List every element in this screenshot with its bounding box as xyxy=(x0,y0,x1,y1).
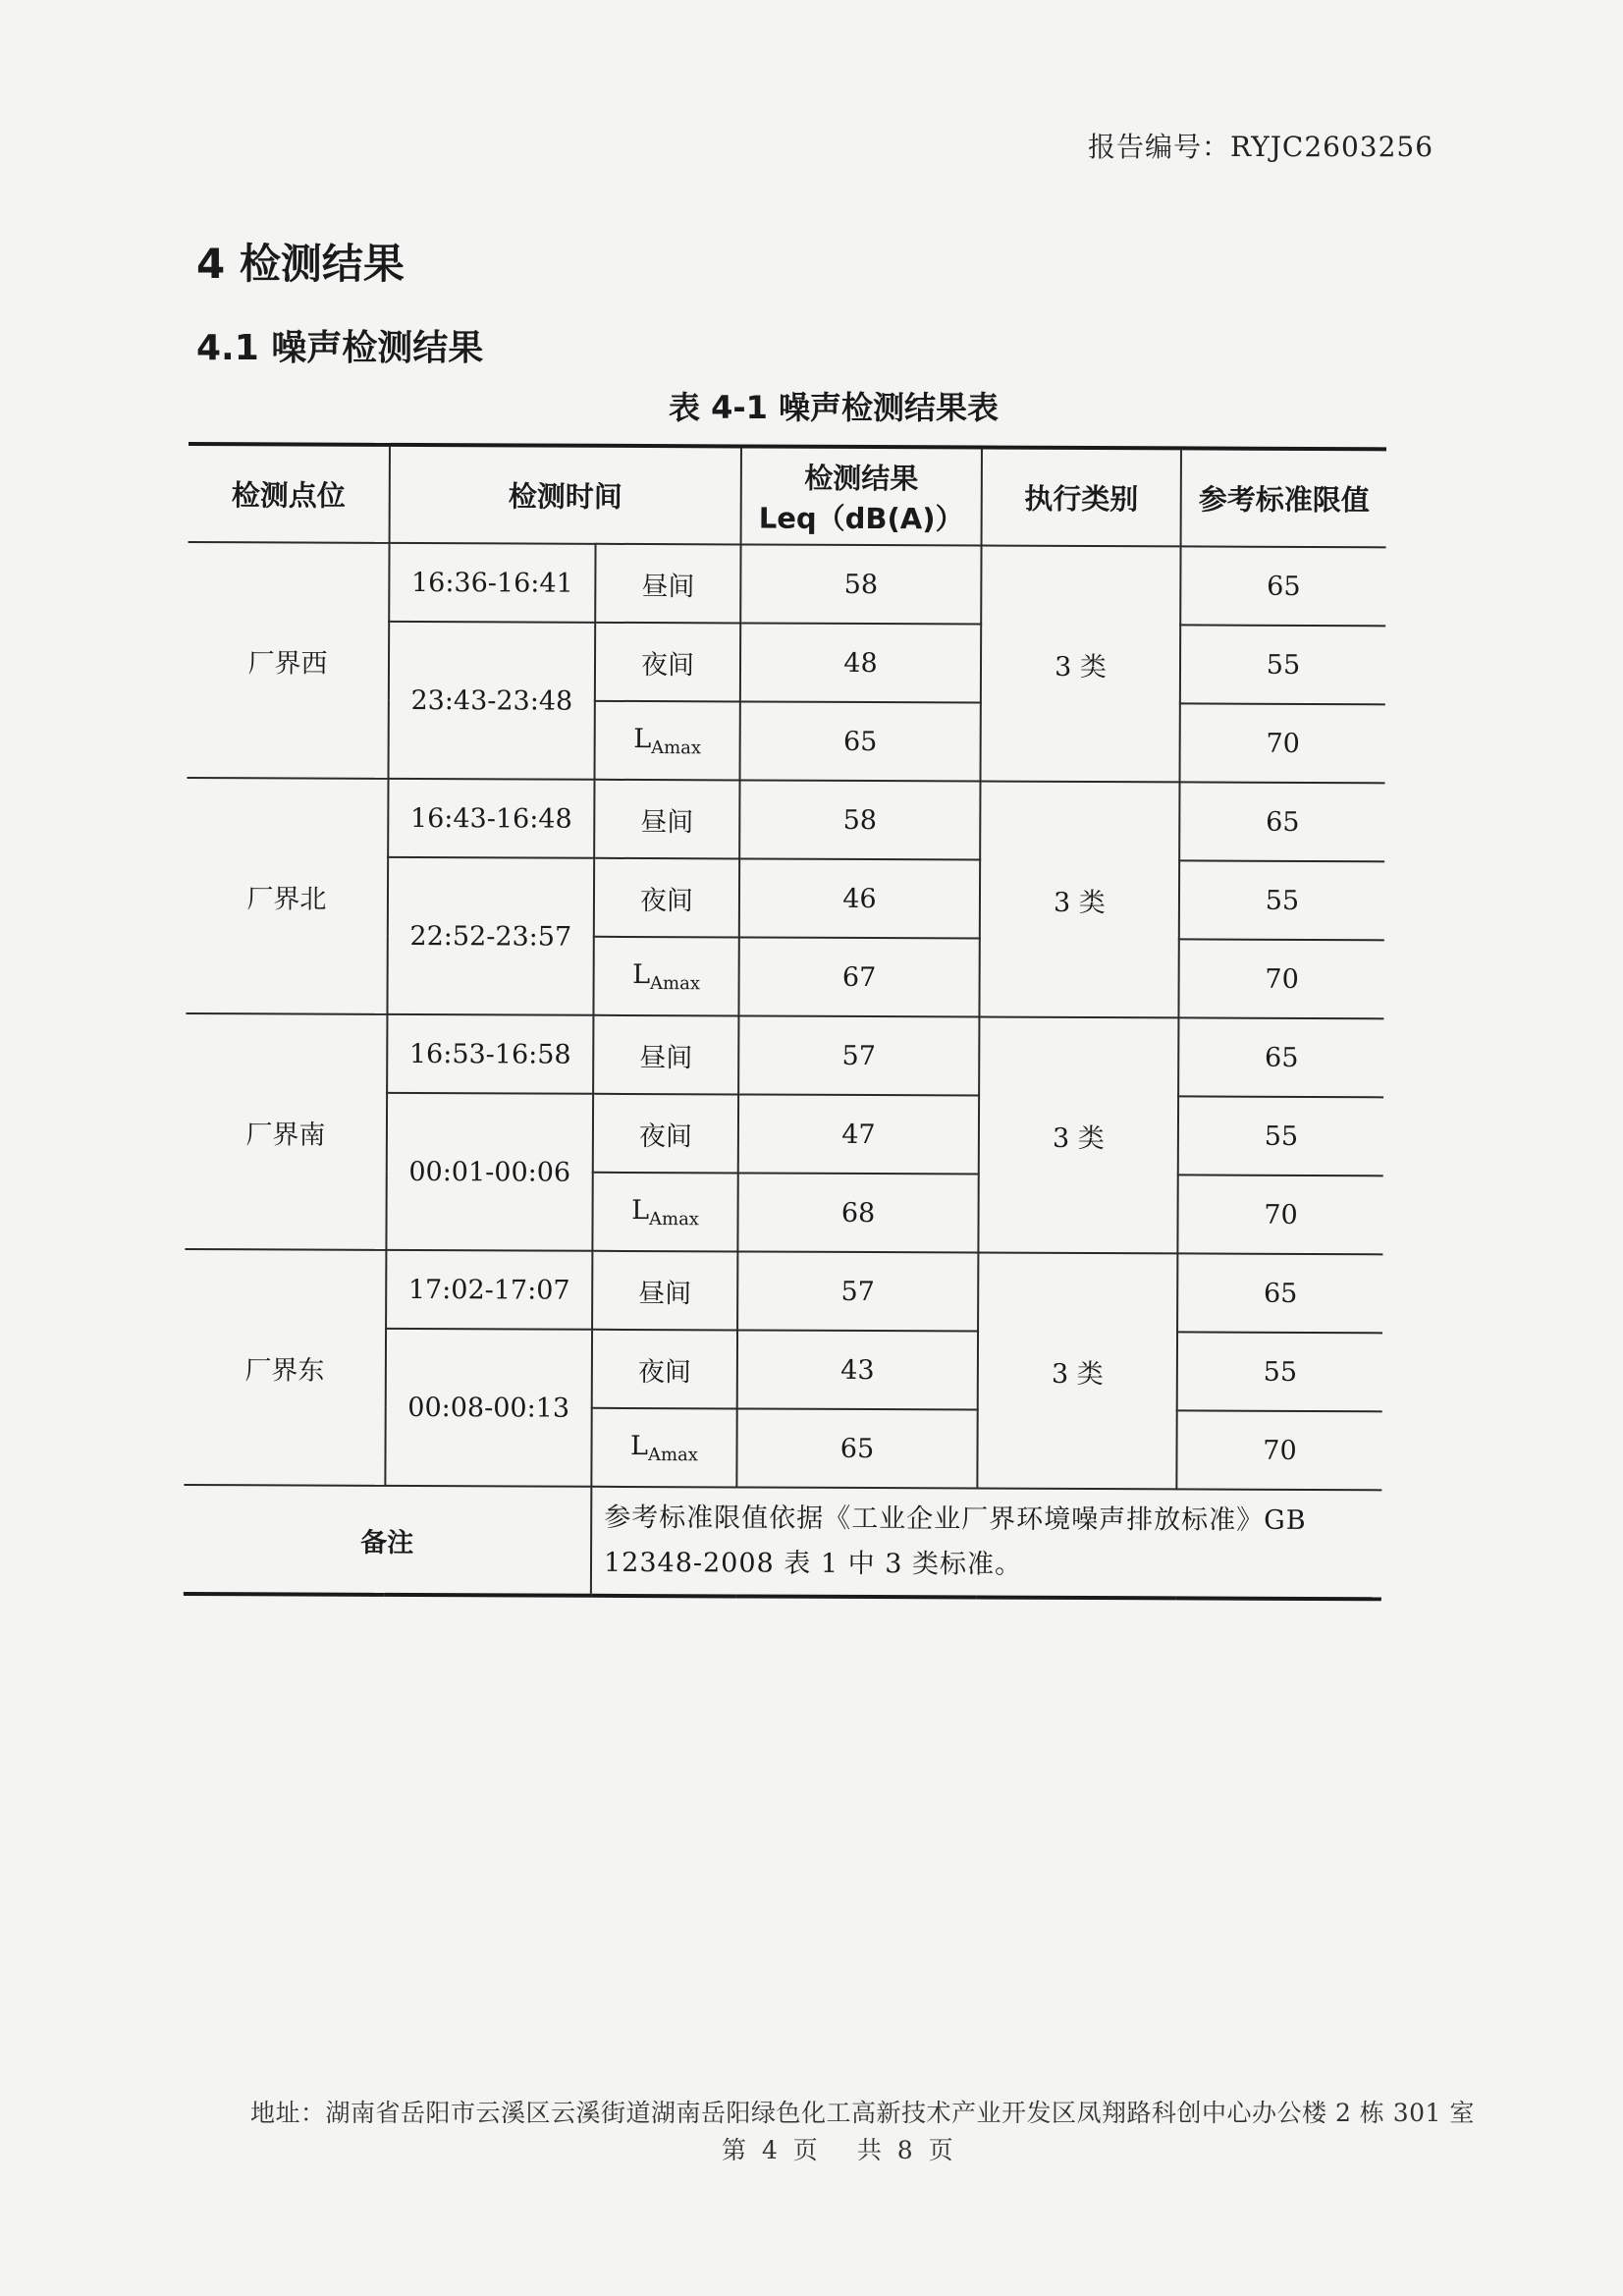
cell-std-lamax: 70 xyxy=(1179,703,1384,783)
cell-day-time: 16:36-16:41 xyxy=(389,543,595,623)
cell-category: 3 类 xyxy=(977,1253,1177,1490)
cell-day-label: 昼间 xyxy=(592,1251,737,1331)
cell-day-value: 57 xyxy=(737,1251,978,1331)
cell-night-time: 00:08-00:13 xyxy=(385,1329,592,1487)
cell-std-lamax: 70 xyxy=(1178,939,1383,1018)
lamax-main: L xyxy=(632,958,651,990)
header-result-line1: 检测结果 xyxy=(804,461,919,495)
lamax-main: L xyxy=(630,1430,649,1461)
cell-std-night: 55 xyxy=(1178,1096,1383,1175)
subsection-title: 4.1 噪声检测结果 xyxy=(196,328,484,368)
cell-night-value: 43 xyxy=(737,1330,978,1409)
page-current: 第 4 页 xyxy=(722,2136,818,2164)
cell-night-label: 夜间 xyxy=(595,623,740,702)
cell-point: 厂界北 xyxy=(186,778,388,1014)
table-note-row xyxy=(184,1485,1381,1599)
cell-category: 3 类 xyxy=(979,782,1179,1018)
cell-night-value: 48 xyxy=(740,623,981,702)
header-result xyxy=(741,446,982,545)
header-category: 执行类别 xyxy=(982,448,1181,547)
cell-day-value: 58 xyxy=(739,780,980,859)
cell-std-day: 65 xyxy=(1177,1253,1382,1333)
cell-lamax-value: 68 xyxy=(737,1173,978,1252)
lamax-subscript: Amax xyxy=(647,1444,698,1465)
cell-lamax-label xyxy=(591,1408,736,1488)
cell-lamax-value: 67 xyxy=(738,937,979,1016)
cell-std-day: 65 xyxy=(1179,782,1384,861)
cell-lamax-label xyxy=(592,1173,737,1252)
header-time: 检测时间 xyxy=(390,445,741,545)
footer-page-number xyxy=(722,2131,993,2166)
cell-std-lamax: 70 xyxy=(1177,1175,1382,1254)
cell-std-night: 55 xyxy=(1179,860,1384,940)
cell-category: 3 类 xyxy=(978,1017,1178,1254)
cell-day-value: 57 xyxy=(738,1015,979,1095)
cell-night-label: 夜间 xyxy=(593,1094,738,1174)
table-row xyxy=(185,1249,1382,1333)
cell-category: 3 类 xyxy=(981,546,1181,783)
cell-std-day: 65 xyxy=(1178,1017,1383,1097)
table-row xyxy=(186,1013,1383,1097)
cell-lamax-label xyxy=(593,937,738,1016)
cell-lamax-label xyxy=(595,701,740,781)
cell-day-value: 58 xyxy=(740,544,981,624)
cell-day-label: 昼间 xyxy=(593,1015,738,1095)
table-caption: 表 4-1 噪声检测结果表 xyxy=(668,389,1000,426)
table-row xyxy=(187,778,1384,861)
cell-night-value: 47 xyxy=(738,1094,979,1174)
header-point: 检测点位 xyxy=(189,444,390,543)
cell-night-label: 夜间 xyxy=(592,1330,737,1409)
cell-day-time: 16:43-16:48 xyxy=(388,779,594,858)
cell-point: 厂界南 xyxy=(185,1013,387,1250)
noise-result-table xyxy=(184,442,1386,1601)
cell-night-time: 22:52-23:57 xyxy=(387,857,594,1015)
cell-point: 厂界东 xyxy=(184,1249,386,1486)
note-label: 备注 xyxy=(184,1485,591,1596)
lamax-subscript: Amax xyxy=(651,737,702,758)
cell-night-time: 23:43-23:48 xyxy=(389,622,596,780)
note-text: 参考标准限值依据《工业企业厂界环境噪声排放标准》GB 12348-2008 表 1 中 3 类标准。 xyxy=(591,1487,1381,1600)
cell-lamax-value: 65 xyxy=(736,1408,977,1488)
cell-day-time: 16:53-16:58 xyxy=(387,1014,593,1094)
cell-std-night: 55 xyxy=(1177,1332,1382,1411)
cell-night-time: 00:01-00:06 xyxy=(386,1093,593,1251)
section-title: 4 检测结果 xyxy=(196,240,405,288)
cell-std-night: 55 xyxy=(1180,625,1385,704)
report-number: 报告编号：RYJC2603256 xyxy=(1088,131,1434,163)
lamax-subscript: Amax xyxy=(650,972,701,994)
table-header-row xyxy=(189,444,1386,547)
cell-day-label: 昼间 xyxy=(595,544,740,624)
cell-day-time: 17:02-17:07 xyxy=(386,1250,592,1330)
cell-night-label: 夜间 xyxy=(594,858,739,938)
page-total: 共 8 页 xyxy=(856,2136,953,2164)
header-standard: 参考标准限值 xyxy=(1181,448,1386,547)
cell-lamax-value: 65 xyxy=(740,701,981,781)
cell-day-label: 昼间 xyxy=(594,780,739,859)
cell-std-lamax: 70 xyxy=(1176,1410,1381,1490)
lamax-subscript: Amax xyxy=(648,1208,700,1230)
lamax-main: L xyxy=(631,1194,650,1226)
table-row xyxy=(188,542,1385,626)
lamax-main: L xyxy=(633,723,652,754)
cell-point: 厂界西 xyxy=(188,542,390,779)
cell-night-value: 46 xyxy=(739,858,980,938)
cell-std-day: 65 xyxy=(1180,546,1385,626)
header-result-line2: Leq（dB(A)） xyxy=(758,501,964,535)
footer-address: 地址：湖南省岳阳市云溪区云溪街道湖南岳阳绿色化工高新技术产业开发区凤翔路科创中心办公楼 2 栋 301 室 xyxy=(250,2099,1475,2127)
